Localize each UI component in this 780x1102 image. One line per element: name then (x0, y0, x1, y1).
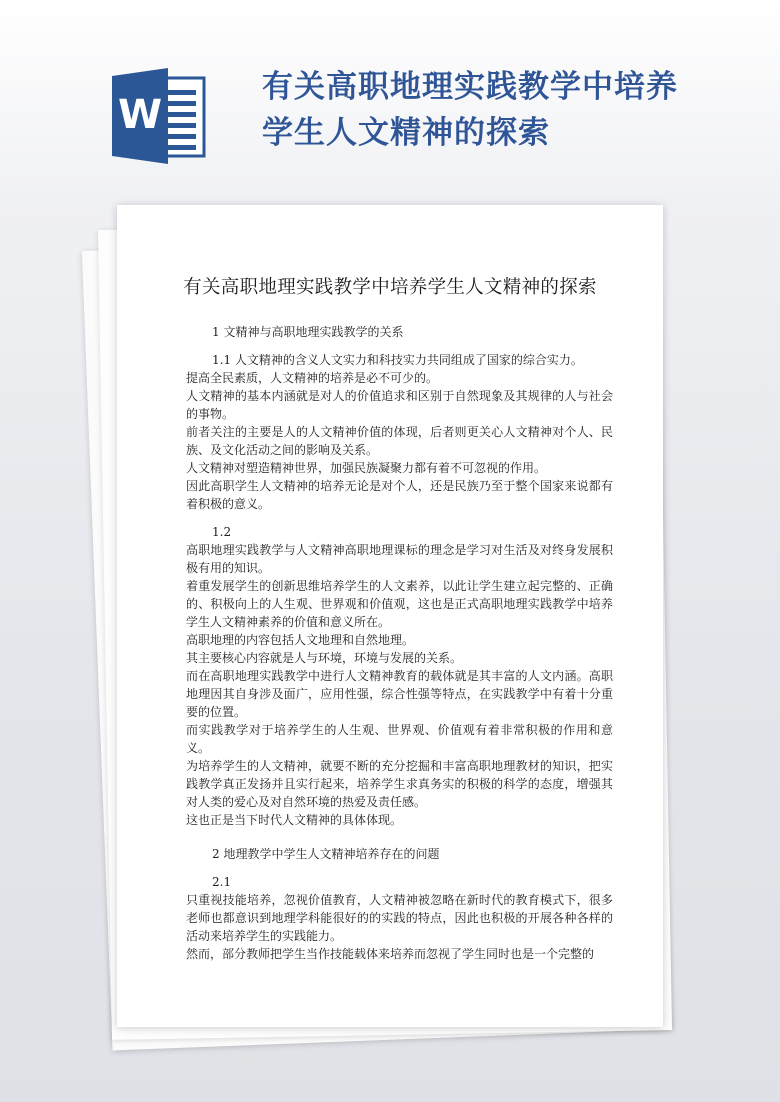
document-title: 有关高职地理实践教学中培养学生人文精神的探索 (183, 277, 597, 298)
paragraph: 其主要核心内容就是人与环境，环境与发展的关系。 (186, 651, 463, 665)
section-2-heading: 2 地理教学中学生人文精神培养存在的问题 (212, 847, 440, 861)
section-1-1-label: 1.1 人文精神的含义人文实力和科技实力共同组成了国家的综合实力。 (212, 353, 583, 367)
paragraph: 着重发展学生的创新思维培养学生的人文素养，以此让学生建立起完整的、正确的、积极向上的人生观、世界观和价值观，这也是正式高职地理实践教学中培养学生人文精神素养的价值和意义所在。 (186, 579, 613, 629)
header-title-line2: 学生人文精神的探索 (262, 115, 550, 151)
paragraph: 而在高职地理实践教学中进行人文精神教育的载体就是其丰富的人文内涵。高职地理因其自身涉及面广，应用性强，综合性强等特点，在实践教学中有着十分重要的位置。 (186, 669, 613, 719)
document-body (186, 317, 613, 963)
section-1-2-label: 1.2 (212, 525, 232, 539)
paragraph: 提高全民素质，人文精神的培养是必不可少的。 (186, 371, 439, 385)
paragraph: 然而，部分教师把学生当作技能载体来培养而忽视了学生同时也是一个完整的 (186, 947, 595, 961)
paragraph: 而实践教学对于培养学生的人生观、世界观、价值观有着非常积极的作用和意义。 (186, 723, 613, 755)
paragraph: 人文精神对塑造精神世界，加强民族凝聚力都有着不可忽视的作用。 (186, 461, 547, 475)
header-title-line1: 有关高职地理实践教学中培养 (262, 69, 678, 105)
paragraph: 只重视技能培养，忽视价值教育，人文精神被忽略在新时代的教育模式下，很多老师也都意识到地理学科能很好的的实践的特点，因此也积极的开展各种各样的活动来培养学生的实践能力。 (186, 893, 613, 943)
section-1-heading: 1 文精神与高职地理实践教学的关系 (212, 325, 404, 339)
word-icon-letter: W (117, 92, 163, 138)
paragraph: 因此高职学生人文精神的培养无论是对个人，还是民族乃至于整个国家来说都有着积极的意义。 (186, 479, 613, 511)
header-title (262, 64, 762, 156)
section-2-1-label: 2.1 (212, 875, 232, 889)
paragraph: 高职地理的内容包括人文地理和自然地理。 (186, 633, 415, 647)
document-page (117, 205, 663, 1027)
paragraph: 这也正是当下时代人文精神的具体体现。 (186, 813, 403, 827)
paragraph: 前者关注的主要是人的人文精神价值的体现，后者则更关心人文精神对个人、民族、及文化活动之间的影响及关系。 (186, 425, 613, 457)
paragraph: 人文精神的基本内涵就是对人的价值追求和区别于自然现象及其规律的人与社会的事物。 (186, 389, 613, 421)
word-document-icon (110, 68, 210, 164)
paragraph: 高职地理实践教学与人文精神高职地理课标的理念是学习对生活及对终身发展积极有用的知识。 (186, 543, 613, 575)
paragraph: 为培养学生的人文精神，就要不断的充分挖掘和丰富高职地理教材的知识，把实践教学真正发扬并且实行起来，培养学生求真务实的积极的科学的态度，增强其对人类的爱心及对自然环境的热爱及责任感。 (186, 759, 613, 809)
